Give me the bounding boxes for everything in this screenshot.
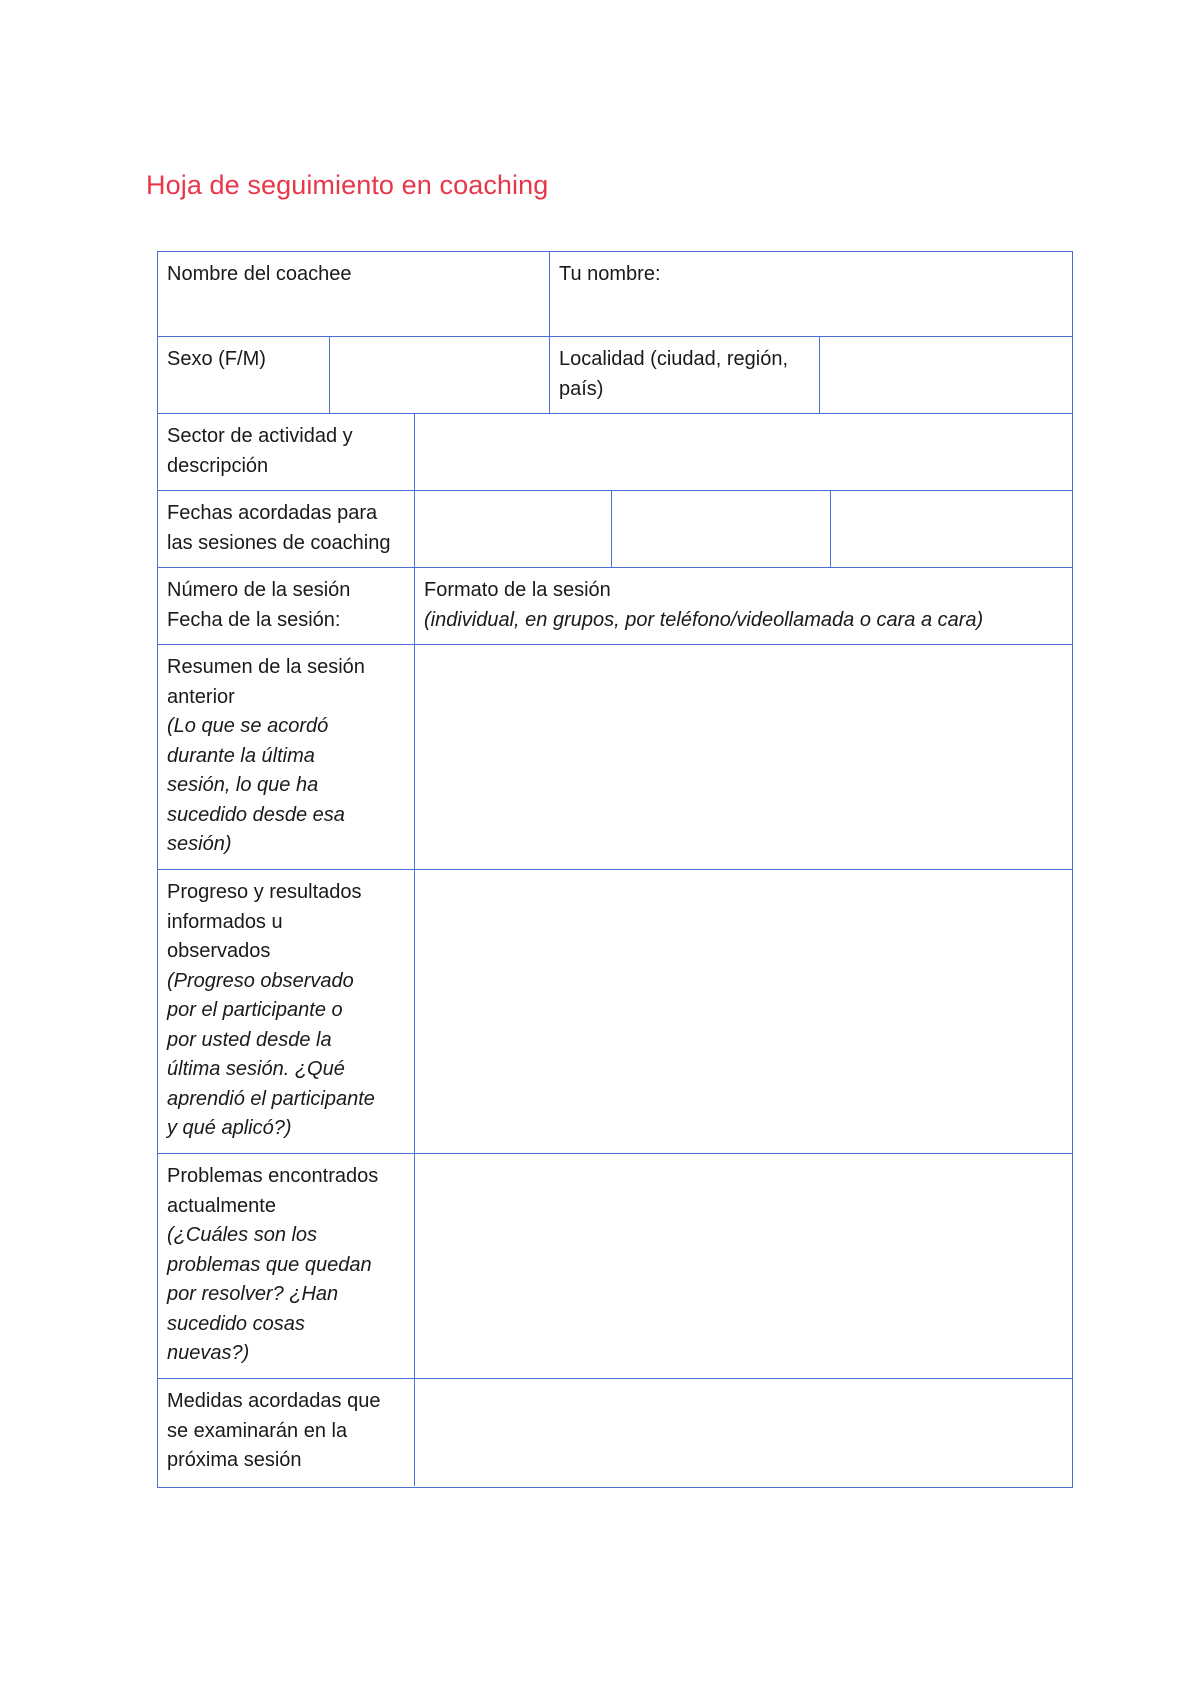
problems-label-cell xyxy=(158,1154,415,1379)
your-name-field[interactable] xyxy=(550,252,1072,337)
progress-hint-line-5: aprendió el participante xyxy=(167,1087,375,1110)
location-label-line-2: país) xyxy=(559,377,604,400)
location-label-cell xyxy=(550,337,820,414)
dates-label-line-1: Fechas acordadas para xyxy=(167,502,378,524)
summary-label-line-1: Resumen de la sesión xyxy=(167,656,365,678)
session-format-field[interactable] xyxy=(415,568,1072,645)
progress-label-line-2: informados u xyxy=(167,910,283,933)
progress-field[interactable] xyxy=(415,870,1072,1154)
problems-hint-line-1: (¿Cuáles son los xyxy=(167,1224,318,1246)
progress-label-cell xyxy=(158,870,415,1154)
progress-hint-line-6: y qué aplicó?) xyxy=(167,1117,292,1139)
next-steps-label-line-3: próxima sesión xyxy=(167,1449,302,1471)
sex-label: Sexo (F/M) xyxy=(167,348,266,370)
location-value-field[interactable] xyxy=(820,337,1072,414)
session-number-date-cell[interactable] xyxy=(158,568,415,645)
problems-field[interactable] xyxy=(415,1154,1072,1379)
dates-label-line-2: las sesiones de coaching xyxy=(167,531,391,554)
problems-label-line-1: Problemas encontrados xyxy=(167,1165,379,1187)
summary-hint-line-4: sucedido desde esa xyxy=(167,803,345,826)
sector-value-field[interactable] xyxy=(415,414,1072,491)
coachee-name-label-cell xyxy=(158,252,550,337)
summary-hint-line-3: sesión, lo que ha xyxy=(167,774,319,796)
next-steps-label-cell xyxy=(158,1379,415,1486)
next-steps-field[interactable] xyxy=(415,1379,1072,1486)
next-steps-label-line-2: se examinarán en la xyxy=(167,1419,348,1442)
next-steps-label-line-1: Medidas acordadas que xyxy=(167,1390,381,1412)
summary-hint-line-5: sesión) xyxy=(167,833,232,855)
sector-label-line-1: Sector de actividad y xyxy=(167,425,353,447)
date-field-3[interactable] xyxy=(831,491,1072,568)
your-name-label: Tu nombre: xyxy=(559,263,661,285)
sector-label-line-2: descripción xyxy=(167,454,269,477)
progress-hint-line-3: por usted desde la xyxy=(167,1028,332,1051)
dates-label-cell xyxy=(158,491,415,568)
previous-session-summary-label-cell xyxy=(158,645,415,870)
progress-label-line-3: observados xyxy=(167,940,271,962)
sector-label-cell xyxy=(158,414,415,491)
session-format-label: Formato de la sesión xyxy=(424,579,611,601)
session-number-label: Número de la sesión xyxy=(167,579,351,601)
problems-label-line-2: actualmente xyxy=(167,1194,276,1217)
summary-label-line-2: anterior xyxy=(167,685,235,708)
problems-hint-line-2: problemas que quedan xyxy=(167,1253,372,1276)
summary-hint-line-1: (Lo que se acordó xyxy=(167,715,329,737)
progress-label-line-1: Progreso y resultados xyxy=(167,881,362,903)
problems-hint-line-3: por resolver? ¿Han xyxy=(167,1283,339,1305)
previous-session-summary-field[interactable] xyxy=(415,645,1072,870)
coaching-form-table xyxy=(157,251,1073,1488)
sex-value-field[interactable] xyxy=(330,337,550,414)
page-title: Hoja de seguimiento en coaching xyxy=(146,170,549,200)
date-field-1[interactable] xyxy=(415,491,612,568)
location-label-line-1: Localidad (ciudad, región, xyxy=(559,348,789,370)
problems-hint-line-4: sucedido cosas xyxy=(167,1312,305,1335)
summary-hint-line-2: durante la última xyxy=(167,744,315,767)
problems-hint-line-5: nuevas?) xyxy=(167,1342,250,1364)
session-format-hint: (individual, en grupos, por teléfono/videollamada o cara a cara) xyxy=(424,608,984,631)
progress-hint-line-1: (Progreso observado xyxy=(167,969,354,992)
progress-hint-line-2: por el participante o xyxy=(167,999,343,1021)
sex-label-cell xyxy=(158,337,330,414)
date-field-2[interactable] xyxy=(612,491,831,568)
coachee-name-label: Nombre del coachee xyxy=(167,263,352,285)
session-date-label: Fecha de la sesión: xyxy=(167,608,341,631)
progress-hint-line-4: última sesión. ¿Qué xyxy=(167,1058,345,1080)
